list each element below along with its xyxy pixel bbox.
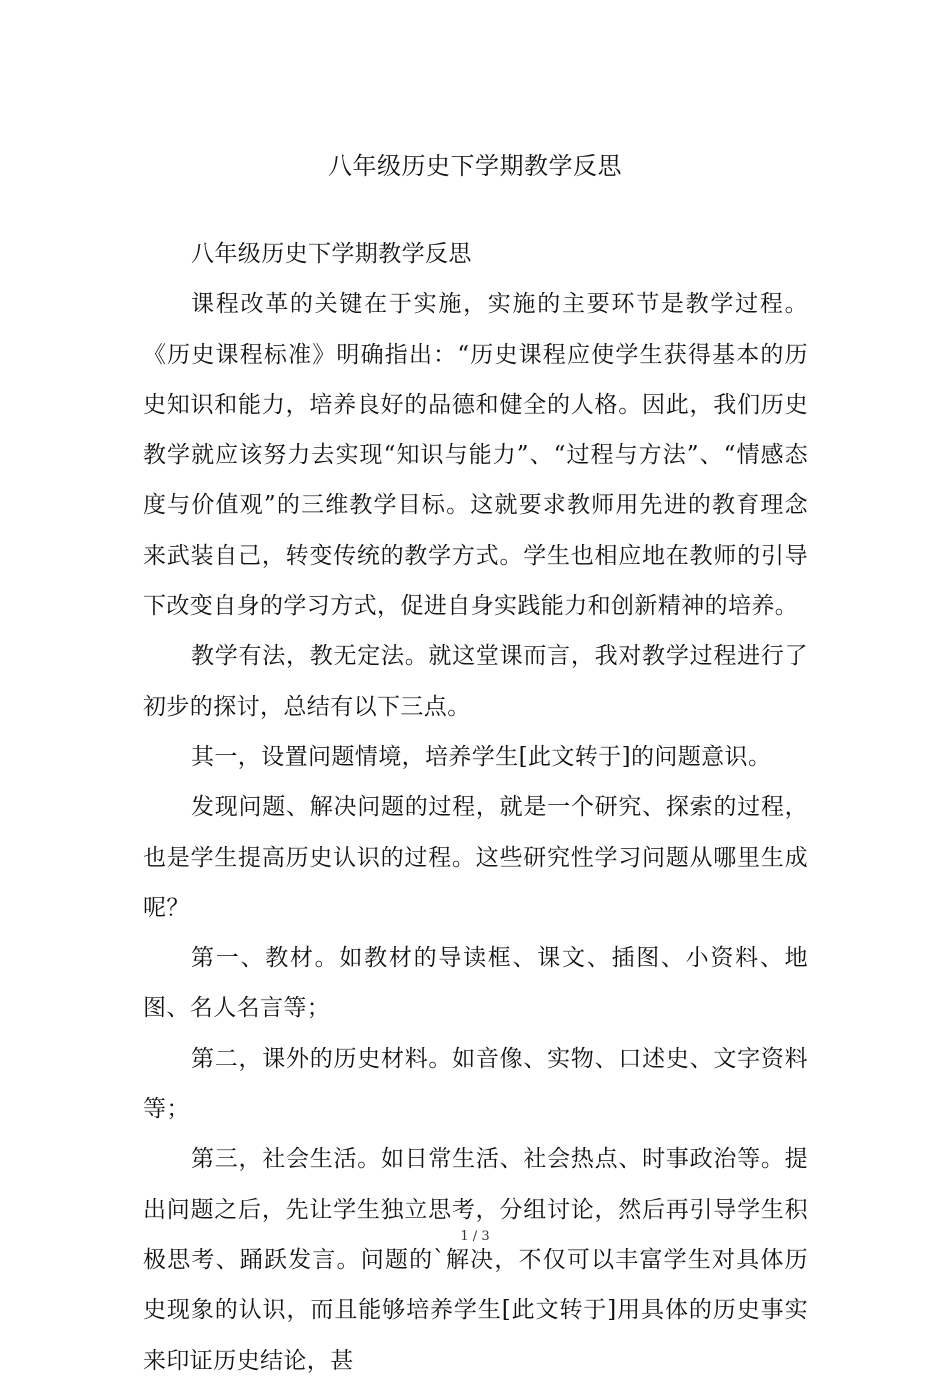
paragraph-subtitle: 八年级历史下学期教学反思	[191, 241, 472, 267]
paragraph-source-social-life: 第三，社会生活。如日常生活、社会热点、时事政治等。提出问题之后，先让学生独立思考，分组讨论，然后再引导学生积极思考、踊跃发言。问题的`解决，不仅可以丰富学生对具体历史现象的认识，而且能够培养学生[此文转于]用具体的历史事实来印证历史结论，甚	[143, 1146, 808, 1374]
paragraph-curriculum-reform: 课程改革的关键在于实施，实施的主要环节是教学过程。《历史课程标准》明确指出：“历史课程应使学生获得基本的历史知识和能力，培养良好的品德和健全的人格。因此，我们历史教学就应该努力去实现“知识与能力”、“过程与方法”、“情感态度与价值观”的三维教学目标。这就要求教师用先进的教育理念来武装自己，转变传统的教学方式。学生也相应地在教师的引导下改变自身的学习方式，促进自身实践能力和创新精神的培养。	[143, 291, 808, 620]
paragraph-point-one: 其一，设置问题情境，培养学生[此文转于]的问题意识。	[191, 743, 772, 770]
page-indicator: 1 / 3	[460, 1229, 490, 1244]
paragraph-source-materials: 第二，课外的历史材料。如音像、实物、口述史、文字资料等；	[143, 1045, 808, 1123]
document-title: 八年级历史下学期教学反思	[328, 152, 622, 180]
document-body	[143, 229, 808, 1386]
paragraph-source-textbook: 第一、教材。如教材的导读框、课文、插图、小资料、地图、名人名言等；	[143, 945, 808, 1022]
paragraph-teaching-method: 教学有法，教无定法。就这堂课而言，我对教学过程进行了初步的探讨，总结有以下三点。	[143, 643, 808, 720]
paragraph-problem-solving: 发现问题、解决问题的过程，就是一个研究、探索的过程，也是学生提高历史认识的过程。这些研究性学习问题从哪里生成呢？	[143, 794, 808, 921]
